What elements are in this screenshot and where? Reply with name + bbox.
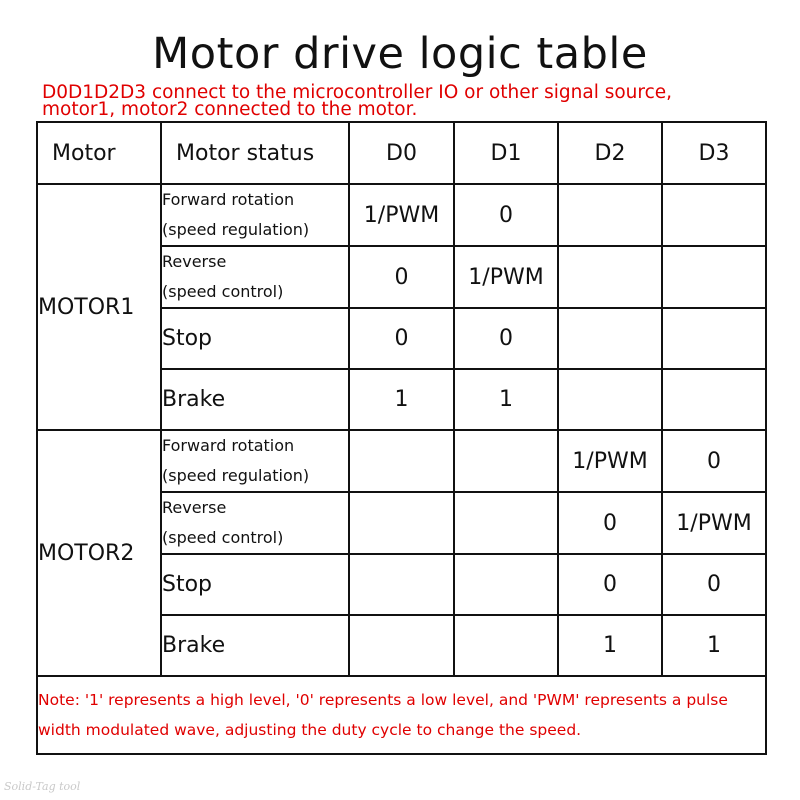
status-sublabel: (speed regulation): [162, 220, 310, 239]
note-line-1: Note: '1' represents a high level, '0' represents a low level, and 'PWM' represents a pulse: [38, 691, 728, 709]
value-cell: 0: [558, 492, 662, 554]
status-cell: [161, 184, 349, 246]
status-cell: [161, 308, 349, 369]
motor-label-motor2: MOTOR2: [37, 430, 161, 676]
value-cell: 0: [662, 430, 766, 492]
table-row: [37, 184, 766, 246]
header-d2: D2: [558, 122, 662, 184]
value-cell: [558, 308, 662, 369]
status-label: Reverse: [162, 252, 227, 271]
value-cell: 0: [349, 246, 454, 308]
status-cell: [161, 492, 349, 554]
status-cell: [161, 615, 349, 676]
note-row: [37, 676, 766, 754]
status-cell: [161, 430, 349, 492]
value-cell: [662, 246, 766, 308]
header-d3: D3: [662, 122, 766, 184]
value-cell: [558, 184, 662, 246]
watermark-text: Solid-Tag tool: [4, 780, 81, 793]
value-cell: 0: [349, 308, 454, 369]
value-cell: [662, 308, 766, 369]
status-label: Forward rotation: [162, 436, 295, 455]
status-label: Stop: [162, 326, 213, 351]
value-cell: 1/PWM: [349, 184, 454, 246]
value-cell: [454, 615, 558, 676]
status-label: Reverse: [162, 498, 227, 517]
value-cell: 1/PWM: [558, 430, 662, 492]
value-cell: [349, 554, 454, 615]
value-cell: [349, 615, 454, 676]
value-cell: 0: [558, 554, 662, 615]
header-row: [37, 122, 766, 184]
page-title: Motor drive logic table: [152, 29, 648, 79]
status-cell: [161, 369, 349, 430]
value-cell: 1: [662, 615, 766, 676]
subtitle-text: [42, 84, 782, 118]
value-cell: 0: [454, 184, 558, 246]
value-cell: 1/PWM: [662, 492, 766, 554]
status-sublabel: (speed regulation): [162, 466, 310, 485]
value-cell: [558, 369, 662, 430]
status-label: Forward rotation: [162, 190, 295, 209]
value-cell: 1: [558, 615, 662, 676]
status-cell: [161, 554, 349, 615]
status-cell: [161, 246, 349, 308]
status-label: Brake: [162, 387, 226, 412]
value-cell: [454, 492, 558, 554]
motor-label-motor1: MOTOR1: [37, 184, 161, 430]
header-d1: D1: [454, 122, 558, 184]
table-row: [37, 430, 766, 492]
header-motor-status: Motor status: [161, 122, 349, 184]
value-cell: 0: [454, 308, 558, 369]
status-label: Stop: [162, 572, 213, 597]
status-label: Brake: [162, 633, 226, 658]
note-line-2: width modulated wave, adjusting the duty cycle to change the speed.: [38, 721, 582, 739]
value-cell: [662, 369, 766, 430]
subtitle-line-2: motor1, motor2 connected to the motor.: [42, 99, 418, 120]
value-cell: [349, 430, 454, 492]
value-cell: 1: [349, 369, 454, 430]
value-cell: 1: [454, 369, 558, 430]
value-cell: 0: [662, 554, 766, 615]
value-cell: [454, 430, 558, 492]
status-sublabel: (speed control): [162, 528, 284, 547]
value-cell: [662, 184, 766, 246]
value-cell: [558, 246, 662, 308]
logic-table: [36, 121, 767, 755]
value-cell: [454, 554, 558, 615]
status-sublabel: (speed control): [162, 282, 284, 301]
note-cell: [37, 676, 766, 754]
header-d0: D0: [349, 122, 454, 184]
value-cell: [349, 492, 454, 554]
subtitle-line-1: D0D1D2D3 connect to the microcontroller IO or other signal source,: [42, 82, 673, 103]
value-cell: 1/PWM: [454, 246, 558, 308]
header-motor: Motor: [37, 122, 161, 184]
